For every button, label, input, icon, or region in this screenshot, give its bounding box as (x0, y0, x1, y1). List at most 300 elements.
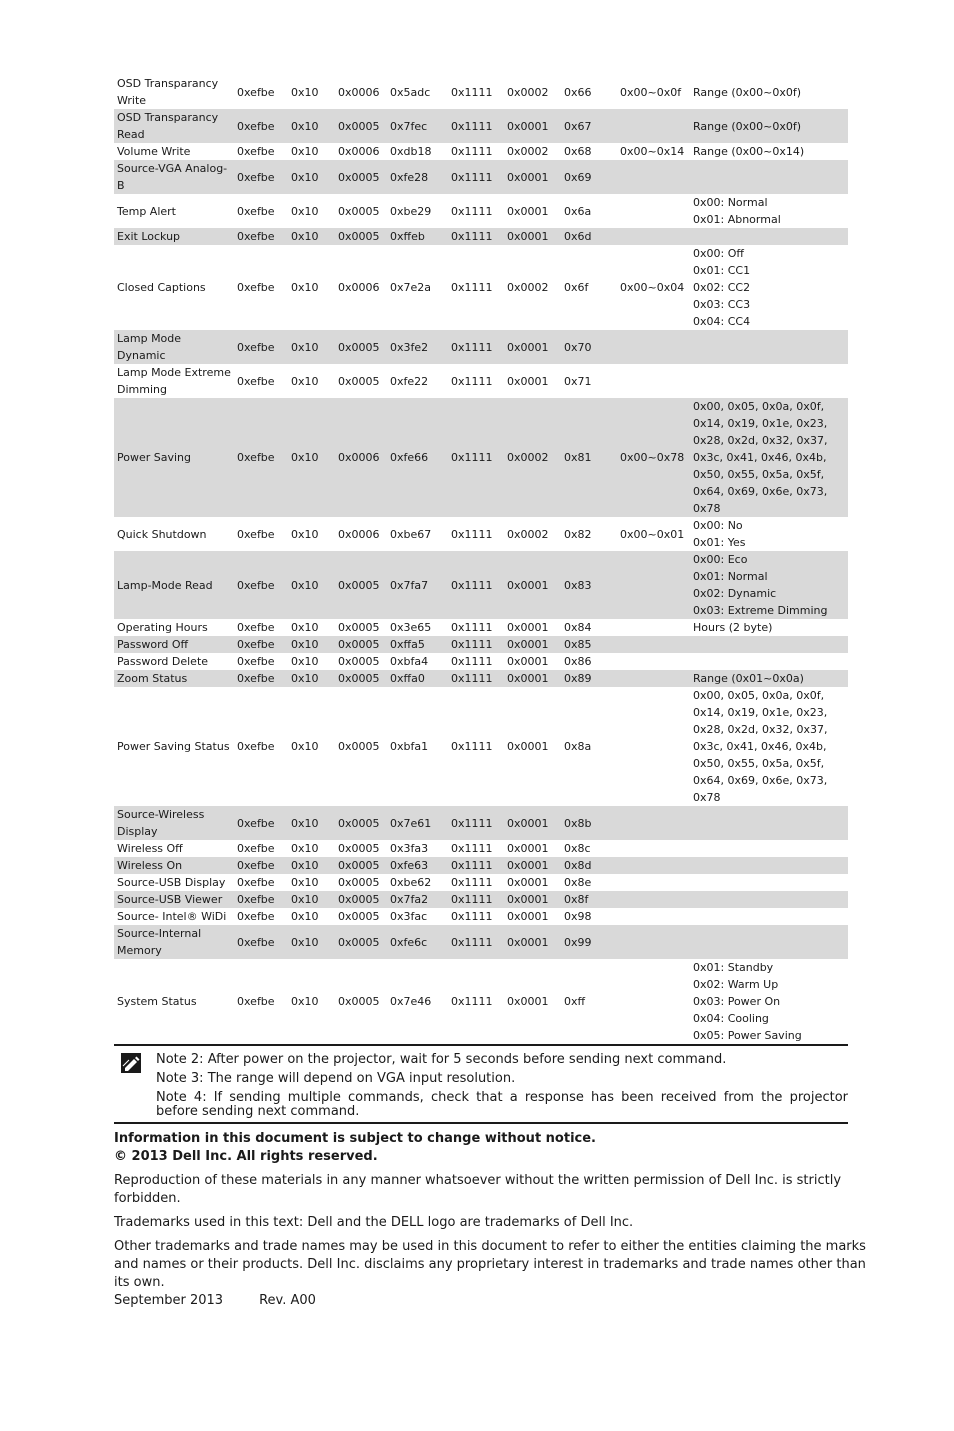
cell-c2: 0x10 (288, 857, 335, 874)
cell-c1: 0xefbe (237, 876, 275, 889)
cell-c6: 0x0001 (504, 891, 561, 908)
cell-c7: 0x68 (564, 145, 592, 158)
value-description (690, 874, 848, 891)
cell-c6: 0x0001 (507, 374, 549, 388)
table-row (114, 636, 848, 653)
cell-c4: 0x3fa3 (390, 842, 429, 855)
command-name: Closed Captions (117, 281, 206, 294)
value-description (690, 687, 848, 806)
cell-c5: 0x1111 (451, 655, 493, 668)
value-description (690, 891, 848, 908)
cell-c3: 0x0006 (338, 527, 380, 541)
cell-c5: 0x1111 (448, 670, 504, 687)
cell-c7: 0x67 (561, 109, 617, 143)
cell-c4: 0xdb18 (390, 145, 432, 158)
cell-c2: 0x10 (288, 228, 335, 245)
cell-range: 0x00~0x04 (620, 281, 685, 294)
reproduction-notice: Reproduction of these materials in any manner whatsoever without the written permission of Dell Inc. is strictly forbidden. (114, 1173, 842, 1206)
cell-c5: 0x1111 (451, 204, 493, 218)
cell-range (617, 670, 690, 687)
cell-c7: 0x8e (564, 876, 592, 889)
value-line: 0x03: Power On (693, 995, 781, 1008)
change-notice: Information in this document is subject to change without notice. (114, 1131, 596, 1146)
cell-c5: 0x1111 (451, 910, 493, 923)
command-name: Lamp Mode Dynamic (114, 330, 234, 364)
command-name: Source- Intel® WiDi (117, 910, 227, 923)
value-line: 0x02: CC2 (693, 281, 751, 294)
cell-c2: 0x10 (288, 636, 335, 653)
cell-c4: 0x7e46 (387, 959, 448, 1045)
cell-c3: 0x0005 (335, 670, 387, 687)
cell-range (617, 551, 690, 619)
cell-c5: 0x1111 (451, 842, 493, 855)
notes-divider (114, 1122, 848, 1124)
cell-c4: 0x7fa2 (387, 891, 448, 908)
table-row (114, 143, 848, 160)
cell-c7: 0x71 (564, 374, 592, 388)
cell-c1: 0xefbe (237, 85, 275, 99)
cell-c3: 0x0005 (335, 925, 387, 959)
cell-range: 0x00~0x14 (620, 145, 685, 158)
value-description (690, 653, 848, 670)
value-line: 0x14, 0x19, 0x1e, 0x23, (693, 706, 828, 719)
cell-c3: 0x0005 (338, 842, 380, 855)
cell-c6: 0x0001 (507, 621, 549, 634)
cell-c2: 0x10 (288, 925, 335, 959)
cell-c7: 0x69 (561, 160, 617, 194)
command-name: Operating Hours (117, 621, 208, 634)
value-line: 0x02: Dynamic (693, 587, 777, 600)
value-description (690, 806, 848, 840)
cell-c7: 0x66 (564, 85, 592, 99)
cell-c5: 0x1111 (451, 85, 493, 99)
cell-range (617, 160, 690, 194)
value-description (690, 670, 848, 687)
note-3: Note 3: The range will depend on VGA input resolution. (156, 1071, 516, 1086)
command-name: Source-Internal Memory (114, 925, 234, 959)
table-row (114, 908, 848, 925)
cell-c4: 0x7e61 (387, 806, 448, 840)
value-description (690, 330, 848, 364)
table-row (114, 670, 848, 687)
command-name: Volume Write (117, 145, 191, 158)
cell-c3: 0x0006 (338, 281, 380, 294)
cell-c6: 0x0002 (507, 85, 549, 99)
table-row (114, 874, 848, 891)
cell-c7: 0xff (561, 959, 617, 1045)
cell-c7: 0x70 (561, 330, 617, 364)
command-name: Zoom Status (114, 670, 234, 687)
value-line: 0x28, 0x2d, 0x32, 0x37, (693, 723, 828, 736)
cell-c1: 0xefbe (237, 145, 275, 158)
cell-c7: 0x89 (561, 670, 617, 687)
cell-c2: 0x10 (291, 910, 319, 923)
command-table (114, 75, 848, 1046)
cell-range (617, 687, 690, 806)
command-name: Source-USB Viewer (114, 891, 234, 908)
cell-c4: 0xfe63 (387, 857, 448, 874)
cell-c5: 0x1111 (451, 740, 493, 753)
cell-c4: 0x5adc (390, 85, 431, 99)
table-row (114, 806, 848, 840)
command-table-body (114, 75, 848, 1045)
cell-c2: 0x10 (291, 281, 319, 294)
cell-range (617, 653, 690, 670)
table-row (114, 364, 848, 398)
table-row (114, 228, 848, 245)
cell-range (617, 891, 690, 908)
cell-c6: 0x0002 (507, 281, 549, 294)
command-name: Source-VGA Analog-B (114, 160, 234, 194)
table-row (114, 517, 848, 551)
cell-c2: 0x10 (288, 398, 335, 517)
cell-c1: 0xefbe (234, 891, 288, 908)
cell-c1: 0xefbe (237, 621, 275, 634)
command-name: Source-USB Display (117, 876, 226, 889)
value-description (690, 109, 848, 143)
value-line: 0x05: Power Saving (693, 1029, 802, 1042)
cell-c5: 0x1111 (448, 806, 504, 840)
value-description (690, 959, 848, 1045)
cell-c7: 0x6d (561, 228, 617, 245)
cell-c7: 0x6f (564, 281, 589, 294)
cell-c4: 0x7fa7 (387, 551, 448, 619)
table-row (114, 959, 848, 1045)
cell-c5: 0x1111 (451, 876, 493, 889)
cell-range: 0x00~0x78 (617, 398, 690, 517)
value-description (690, 228, 848, 245)
cell-c1: 0xefbe (237, 281, 275, 294)
cell-c3: 0x0005 (335, 109, 387, 143)
command-name: Power Saving (114, 398, 234, 517)
cell-c2: 0x10 (291, 876, 319, 889)
cell-c6: 0x0002 (507, 527, 549, 541)
value-description (690, 245, 848, 330)
command-name: Password Delete (117, 655, 209, 668)
cell-c5: 0x1111 (448, 959, 504, 1045)
value-line: 0x78 (693, 502, 721, 515)
cell-c6: 0x0001 (504, 109, 561, 143)
cell-c3: 0x0005 (338, 910, 380, 923)
cell-c6: 0x0001 (504, 551, 561, 619)
command-name: Quick Shutdown (117, 527, 207, 541)
cell-c3: 0x0005 (338, 374, 380, 388)
cell-c6: 0x0001 (507, 842, 549, 855)
value-description (690, 75, 848, 109)
value-line: 0x01: CC1 (693, 264, 751, 277)
cell-c2: 0x10 (288, 109, 335, 143)
cell-c5: 0x1111 (451, 374, 493, 388)
cell-c5: 0x1111 (448, 636, 504, 653)
cell-c2: 0x10 (291, 374, 319, 388)
cell-range (617, 925, 690, 959)
value-line: 0x64, 0x69, 0x6e, 0x73, (693, 774, 828, 787)
cell-c3: 0x0005 (335, 806, 387, 840)
cell-c4: 0xbe29 (390, 204, 432, 218)
value-line: Range (0x00~0x14) (693, 145, 805, 158)
cell-c6: 0x0001 (507, 876, 549, 889)
cell-c7: 0x98 (564, 910, 592, 923)
value-line: 0x00: Normal (693, 196, 768, 209)
cell-c3: 0x0005 (338, 204, 380, 218)
value-line: 0x50, 0x55, 0x5a, 0x5f, (693, 757, 825, 770)
cell-c2: 0x10 (288, 959, 335, 1045)
cell-c1: 0xefbe (234, 228, 288, 245)
value-line: 0x00: Eco (693, 553, 748, 566)
table-row (114, 398, 848, 517)
value-line: 0x03: CC3 (693, 298, 751, 311)
cell-range (617, 194, 690, 228)
cell-c7: 0x99 (561, 925, 617, 959)
cell-c4: 0xbe67 (390, 527, 432, 541)
value-line: 0x01: Normal (693, 570, 768, 583)
cell-range (617, 619, 690, 636)
cell-range (617, 636, 690, 653)
cell-c2: 0x10 (291, 655, 319, 668)
cell-c7: 0x83 (561, 551, 617, 619)
cell-c3: 0x0005 (335, 551, 387, 619)
cell-c6: 0x0001 (504, 160, 561, 194)
cell-c3: 0x0005 (335, 857, 387, 874)
cell-c6: 0x0001 (504, 636, 561, 653)
value-line: 0x3c, 0x41, 0x46, 0x4b, (693, 740, 827, 753)
revision-number: Rev. A00 (259, 1293, 316, 1308)
cell-c6: 0x0001 (507, 740, 549, 753)
cell-c5: 0x1111 (448, 857, 504, 874)
cell-c1: 0xefbe (234, 925, 288, 959)
cell-c4: 0xbfa4 (390, 655, 429, 668)
cell-c5: 0x1111 (451, 281, 493, 294)
value-description (690, 857, 848, 874)
cell-c7: 0x81 (561, 398, 617, 517)
cell-c2: 0x10 (288, 330, 335, 364)
table-row (114, 245, 848, 330)
cell-c2: 0x10 (291, 842, 319, 855)
value-line: 0x04: Cooling (693, 1012, 769, 1025)
command-name: Source-Wireless Display (114, 806, 234, 840)
value-line: 0x64, 0x69, 0x6e, 0x73, (693, 485, 828, 498)
cell-c4: 0x3fe2 (387, 330, 448, 364)
cell-c4: 0xfe22 (390, 374, 429, 388)
revision-line (114, 1292, 884, 1310)
value-line: 0x01: Yes (693, 536, 746, 549)
notes-block (114, 1050, 848, 1124)
cell-c2: 0x10 (291, 204, 319, 218)
value-line: Range (0x00~0x0f) (693, 119, 802, 133)
cell-c1: 0xefbe (234, 670, 288, 687)
cell-range (617, 228, 690, 245)
cell-c5: 0x1111 (451, 527, 493, 541)
command-name: OSD Transparancy Read (114, 109, 234, 143)
cell-c6: 0x0001 (507, 204, 549, 218)
cell-c3: 0x0005 (335, 228, 387, 245)
table-row (114, 330, 848, 364)
cell-c1: 0xefbe (234, 160, 288, 194)
cell-range (617, 874, 690, 891)
cell-c6: 0x0001 (507, 910, 549, 923)
cell-c2: 0x10 (291, 621, 319, 634)
cell-c3: 0x0005 (338, 655, 380, 668)
cell-c4: 0xffeb (387, 228, 448, 245)
cell-range (617, 806, 690, 840)
value-line: Hours (2 byte) (693, 621, 773, 634)
cell-c3: 0x0005 (335, 891, 387, 908)
value-line: 0x50, 0x55, 0x5a, 0x5f, (693, 468, 825, 481)
cell-range: 0x00~0x01 (620, 527, 685, 541)
note-4: Note 4: If sending multiple commands, check that a response has been received from the projector before sending next command. (156, 1090, 848, 1119)
value-line: 0x02: Warm Up (693, 978, 779, 991)
cell-c1: 0xefbe (237, 204, 275, 218)
table-row (114, 857, 848, 874)
command-name: Lamp-Mode Read (114, 551, 234, 619)
cell-c1: 0xefbe (234, 109, 288, 143)
cell-c7: 0x8c (564, 842, 591, 855)
value-description (690, 398, 848, 517)
value-line: 0x78 (693, 791, 721, 804)
cell-c7: 0x8b (561, 806, 617, 840)
trademark-notice: Trademarks used in this text: Dell and the DELL logo are trademarks of Dell Inc. (114, 1215, 634, 1230)
cell-c1: 0xefbe (234, 398, 288, 517)
cell-range (617, 109, 690, 143)
cell-c6: 0x0001 (504, 857, 561, 874)
command-table-section (114, 75, 848, 1124)
cell-c4: 0x3e65 (390, 621, 432, 634)
cell-range (617, 330, 690, 364)
cell-c4: 0xffa5 (387, 636, 448, 653)
command-name: System Status (114, 959, 234, 1045)
value-description (690, 619, 848, 636)
command-name: Wireless Off (117, 842, 183, 855)
cell-c2: 0x10 (291, 740, 319, 753)
cell-c1: 0xefbe (237, 740, 275, 753)
cell-c7: 0x8a (564, 740, 592, 753)
command-name: Temp Alert (117, 204, 176, 218)
cell-range (617, 364, 690, 398)
cell-c4: 0xbfa1 (390, 740, 429, 753)
cell-c4: 0xffa0 (387, 670, 448, 687)
cell-c3: 0x0006 (338, 145, 380, 158)
cell-c7: 0x8d (561, 857, 617, 874)
command-name: Exit Lockup (114, 228, 234, 245)
cell-c7: 0x86 (564, 655, 592, 668)
cell-c1: 0xefbe (234, 857, 288, 874)
cell-c6: 0x0002 (504, 398, 561, 517)
table-row (114, 160, 848, 194)
table-row (114, 194, 848, 228)
copyright: © 2013 Dell Inc. All rights reserved. (114, 1149, 378, 1164)
cell-c1: 0xefbe (234, 551, 288, 619)
cell-range (617, 908, 690, 925)
table-row (114, 551, 848, 619)
cell-c5: 0x1111 (448, 160, 504, 194)
cell-c2: 0x10 (288, 551, 335, 619)
cell-c5: 0x1111 (448, 925, 504, 959)
pencil-note-icon (120, 1052, 142, 1074)
command-name: Power Saving Status (117, 740, 230, 753)
value-line: 0x00: No (693, 519, 743, 532)
cell-c6: 0x0001 (504, 806, 561, 840)
cell-c3: 0x0006 (338, 85, 380, 99)
cell-c1: 0xefbe (237, 910, 275, 923)
value-line: Range (0x01~0x0a) (693, 672, 804, 685)
cell-c5: 0x1111 (448, 551, 504, 619)
cell-c1: 0xefbe (237, 527, 275, 541)
cell-c6: 0x0001 (504, 330, 561, 364)
cell-c3: 0x0005 (338, 740, 380, 753)
command-name: Password Off (114, 636, 234, 653)
table-row (114, 687, 848, 806)
cell-c7: 0x82 (564, 527, 592, 541)
cell-c2: 0x10 (291, 85, 319, 99)
cell-c2: 0x10 (288, 670, 335, 687)
cell-c3: 0x0005 (335, 959, 387, 1045)
cell-c1: 0xefbe (234, 806, 288, 840)
cell-c3: 0x0005 (338, 876, 380, 889)
cell-c3: 0x0005 (335, 330, 387, 364)
cell-c1: 0xefbe (237, 374, 275, 388)
cell-c4: 0x7fec (387, 109, 448, 143)
footer (114, 1130, 884, 1310)
cell-range: 0x00~0x0f (620, 85, 682, 99)
cell-c2: 0x10 (291, 527, 319, 541)
cell-c4: 0xfe28 (387, 160, 448, 194)
cell-c2: 0x10 (288, 891, 335, 908)
other-trademarks-notice: Other trademarks and trade names may be used in this document to refer to either the entities claiming the marks and names or their products. Dell Inc. disclaims any proprietary interest in trademarks and trade names other than its own. (114, 1239, 866, 1290)
value-description (690, 551, 848, 619)
value-description (690, 143, 848, 160)
cell-c3: 0x0005 (335, 636, 387, 653)
value-description (690, 925, 848, 959)
value-description (690, 908, 848, 925)
cell-c5: 0x1111 (448, 398, 504, 517)
table-row (114, 109, 848, 143)
cell-c5: 0x1111 (448, 228, 504, 245)
cell-c5: 0x1111 (448, 109, 504, 143)
value-line: 0x14, 0x19, 0x1e, 0x23, (693, 417, 828, 430)
value-line: 0x00, 0x05, 0x0a, 0x0f, (693, 400, 825, 413)
cell-c4: 0xfe6c (387, 925, 448, 959)
cell-c7: 0x85 (561, 636, 617, 653)
value-description (690, 840, 848, 857)
value-line: 0x00, 0x05, 0x0a, 0x0f, (693, 689, 825, 702)
cell-range (617, 840, 690, 857)
cell-c7: 0x84 (564, 621, 592, 634)
value-line: 0x00: Off (693, 247, 744, 260)
cell-c5: 0x1111 (448, 330, 504, 364)
cell-c6: 0x0001 (507, 655, 549, 668)
cell-c4: 0xbe62 (390, 876, 432, 889)
value-description (690, 364, 848, 398)
value-line: Range (0x00~0x0f) (693, 85, 802, 99)
cell-c1: 0xefbe (234, 330, 288, 364)
table-row (114, 619, 848, 636)
cell-range (617, 959, 690, 1045)
table-row (114, 840, 848, 857)
value-description (690, 636, 848, 653)
value-line: 0x03: Extreme Dimming (693, 604, 828, 617)
value-line: 0x01: Abnormal (693, 213, 781, 226)
cell-c6: 0x0001 (504, 228, 561, 245)
cell-c6: 0x0001 (504, 925, 561, 959)
cell-c7: 0x6a (564, 204, 592, 218)
cell-c4: 0x7e2a (390, 281, 432, 294)
value-line: 0x28, 0x2d, 0x32, 0x37, (693, 434, 828, 447)
table-row (114, 891, 848, 908)
cell-c2: 0x10 (288, 160, 335, 194)
cell-range (617, 857, 690, 874)
cell-c6: 0x0002 (507, 145, 549, 158)
cell-c6: 0x0001 (504, 670, 561, 687)
